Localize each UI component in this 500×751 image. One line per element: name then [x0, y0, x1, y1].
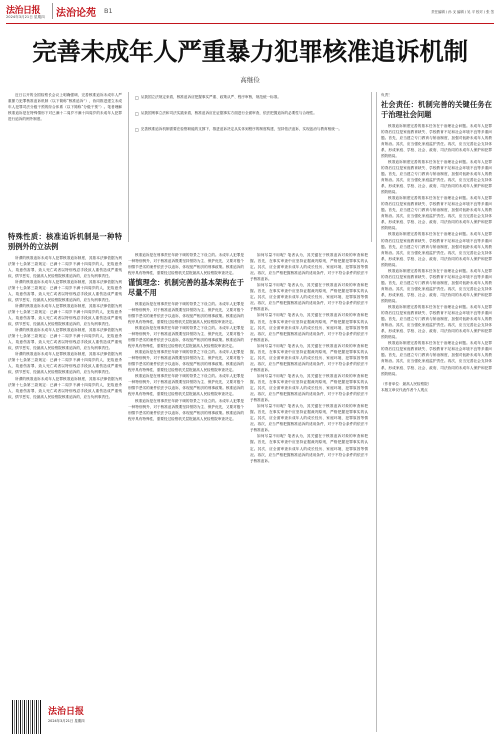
square-bullet-icon: □ [135, 95, 139, 100]
masthead-rule [6, 23, 494, 24]
column-3 [250, 252, 368, 742]
intro-box [8, 92, 122, 227]
section-name: 法治论苑 [56, 8, 96, 19]
column-2 [128, 252, 244, 692]
summary-item [135, 108, 365, 119]
barcode-icon [12, 700, 42, 734]
masthead [6, 3, 496, 23]
col4-body: 核准追诉制度完善的基本任务在于治理社会问题。未成年人犯罪的背后往往是家庭教育缺失、学校教育不足和社会环境不良等多重问题。首先，应当建立专门教育与矫治制度，加强对低龄未成年人的教育矫治。其次，应当强化家庭监护责任。再次，应当完善社会支持体系，形成家庭、学校、社会、政府、司法协同的未成年人保护和犯罪预防格局。 [381, 123, 492, 158]
col3-body: 如何尽量不用呢？笔者认为，其关键在于核准追诉对象的审查和把握。首先，在事实审查中应坚持证据裁判原则，严格把握犯罪事实的认定。其次，应全面审查未成年人的成长经历、家庭环境、犯罪原因等情况。再次，应当严格把握核准追诉的适用条件，对于不符合条件的依法不予核准追诉。 [250, 253, 368, 282]
footer-logo-block [8, 696, 122, 746]
col2-body: 核准追诉是在刑事责任年龄下调的背景之下设立的。未成年人犯罪是一种特别例外，对于核准追诉既要坚持预防为主、保护优先，又要对极个别情节恶劣的案件依法予以追诉，体现宽严相济的刑事政策。核准追诉的程序具有特殊性，需要经过检察机关层报最高人民检察院审查决定。 [128, 253, 244, 276]
col4-body-cont: 核准追诉制度完善的基本任务在于治理社会问题。未成年人犯罪的背后往往是家庭教育缺失、学校教育不足和社会环境不良等多重问题。首先，应当建立专门教育与矫治制度，加强对低龄未成年人的教育矫治。其次，应当强化家庭监护责任。再次，应当完善社会支持体系，形成家庭、学校、社会、政府、司法协同的未成年人保护和犯罪预防格局。 [381, 268, 492, 303]
col1-body: 所谓的核准追诉未成年人犯罪核准追诉制度，其基本法律依据为刑法第十七条第三款规定：已满十二周岁不满十四周岁的人，犯故意杀人、故意伤害罪，致人死亡或者以特别残忍手段致人重伤造成严重残疾，情节恶劣，经最高人民检察院核准追诉的，应当负刑事责任。 [8, 255, 122, 278]
col2-body-cont: 核准追诉是在刑事责任年龄下调的背景之下设立的。未成年人犯罪是一种特别例外，对于核准追诉既要坚持预防为主、保护优先，又要对极个别情节恶劣的案件依法予以追诉，体现宽严相济的刑事政策。核准追诉的程序具有特殊性，需要经过检察机关层报最高人民检察院审查决定。 [128, 350, 244, 373]
col2-body-cont: 核准追诉是在刑事责任年龄下调的背景之下设立的。未成年人犯罪是一种特别例外，对于核准追诉既要坚持预防为主、保护优先，又要对极个别情节恶劣的案件依法予以追诉，体现宽严相济的刑事政策。核准追诉的程序具有特殊性，需要经过检察机关层报最高人民检察院审查决定。 [128, 398, 244, 421]
summary-item [135, 92, 365, 103]
col4-lead: 负责！ [381, 93, 392, 97]
col3-body-cont: 如何尽量不用呢？笔者认为，其关键在于核准追诉对象的审查和把握。首先，在事实审查中应坚持证据裁判原则，严格把握犯罪事实的认定。其次，应全面审查未成年人的成长经历、家庭环境、犯罪原因等情况。再次，应当严格把握核准追诉的适用条件，对于不符合条件的依法不予核准追诉。 [250, 404, 368, 433]
paper-logo: 法治日报 [6, 6, 41, 16]
page-number: B1 [104, 7, 113, 15]
square-bullet-icon: □ [135, 111, 139, 116]
col3-body-cont: 如何尽量不用呢？笔者认为，其关键在于核准追诉对象的审查和把握。首先，在事实审查中应坚持证据裁判原则，严格把握犯罪事实的认定。其次，应全面审查未成年人的成长经历、家庭环境、犯罪原因等情况。再次，应当严格把握核准追诉的适用条件，对于不符合条件的依法不予核准追诉。 [250, 434, 368, 463]
col1-body-cont: 所谓的核准追诉未成年人犯罪核准追诉制度，其基本法律依据为刑法第十七条第三款规定：已满十二周岁不满十四周岁的人，犯故意杀人、故意伤害罪，致人死亡或者以特别残忍手段致人重伤造成严重残疾，情节恶劣，经最高人民检察院核准追诉的，应当负刑事责任。 [8, 303, 122, 327]
col4-body-cont: 核准追诉制度完善的基本任务在于治理社会问题。未成年人犯罪的背后往往是家庭教育缺失、学校教育不足和社会环境不良等多重问题。首先，应当建立专门教育与矫治制度，加强对低龄未成年人的教育矫治。其次，应当强化家庭监护责任。再次，应当完善社会支持体系，形成家庭、学校、社会、政府、司法协同的未成年人保护和犯罪预防格局。 [381, 232, 492, 267]
square-bullet-icon: □ [135, 127, 139, 132]
author-note: （作者单位：最高人民检察院） [381, 381, 432, 386]
summary-text: 完善核准追诉机制需要在检察职能的支撑下，推进追诉决定从实体到程序的制度构建，坚持依法追诉，实现惩治与教育相统一。 [140, 127, 343, 131]
editor-info: 责任编辑 / 孙 戈 编辑 / 吴 平 校对 / 张 签 [431, 10, 494, 14]
footer-paper-logo: 法治日报 [48, 707, 85, 717]
col3-body-cont: 如何尽量不用呢？笔者认为，其关键在于核准追诉对象的审查和把握。首先，在事实审查中应坚持证据裁判原则，严格把握犯罪事实的认定。其次，应全面审查未成年人的成长经历、家庭环境、犯罪原因等情况。再次，应当严格把握核准追诉的适用条件，对于不符合条件的依法不予核准追诉。 [250, 283, 368, 312]
column-4 [376, 92, 492, 732]
disclaimer: 本版文章仅代表作者个人观点 [381, 387, 428, 392]
col2-body-cont: 核准追诉是在刑事责任年龄下调的背景之下设立的。未成年人犯罪是一种特别例外，对于核准追诉既要坚持预防为主、保护优先，又要对极个别情节恶劣的案件依法予以追诉，体现宽严相济的刑事政策。核准追诉的程序具有特殊性，需要经过检察机关层报最高人民检察院审查决定。 [128, 374, 244, 397]
section-heading-1: 特殊性质：核准追诉机制是一种特别例外的立法例 [8, 232, 122, 251]
footer-date: 2024年3月21日 星期四 [48, 719, 85, 723]
col3-body-cont: 如何尽量不用呢？笔者认为，其关键在于核准追诉对象的审查和把握。首先，在事实审查中应坚持证据裁判原则，严格把握犯罪事实的认定。其次，应全面审查未成年人的成长经历、家庭环境、犯罪原因等情况。再次，应当严格把握核准追诉的适用条件，对于不符合条件的依法不予核准追诉。 [250, 343, 368, 372]
col4-body-cont: 核准追诉制度完善的基本任务在于治理社会问题。未成年人犯罪的背后往往是家庭教育缺失、学校教育不足和社会环境不良等多重问题。首先，应当建立专门教育与矫治制度，加强对低龄未成年人的教育矫治。其次，应当强化家庭监护责任。再次，应当完善社会支持体系，形成家庭、学校、社会、政府、司法协同的未成年人保护和犯罪预防格局。 [381, 159, 492, 195]
col3-body-cont: 如何尽量不用呢？笔者认为，其关键在于核准追诉对象的审查和把握。首先，在事实审查中应坚持证据裁判原则，严格把握犯罪事实的认定。其次，应全面审查未成年人的成长经历、家庭环境、犯罪原因等情况。再次，应当严格把握核准追诉的适用条件，对于不符合条件的依法不予核准追诉。 [250, 313, 368, 342]
col4-body-cont: 核准追诉制度完善的基本任务在于治理社会问题。未成年人犯罪的背后往往是家庭教育缺失、学校教育不足和社会环境不良等多重问题。首先，应当建立专门教育与矫治制度，加强对低龄未成年人的教育矫治。其次，应当强化家庭监护责任。再次，应当完善社会支持体系，形成家庭、学校、社会、政府、司法协同的未成年人保护和犯罪预防格局。 [381, 196, 492, 231]
intro-text: 近日召开的全国检察长会议上明确强调，完善核准追诉未成年人严重暴力犯罪核准追诉机制（以下简称“核准追诉”），协同推进建立未成年人犯罪司法分级干预的综合体系（以下简称“分级干预”）。笔者理解核准追诉是在特殊情形下对已满十二周岁不满十四周岁的未成年人犯罪进行追诉的例外制度。 [8, 93, 122, 122]
col1-body-cont: 所谓的核准追诉未成年人犯罪核准追诉制度，其基本法律依据为刑法第十七条第三款规定：已满十二周岁不满十四周岁的人，犯故意杀人、故意伤害罪，致人死亡或者以特别残忍手段致人重伤造成严重残疾，情节恶劣，经最高人民检察院核准追诉的，应当负刑事责任。 [8, 352, 122, 375]
article-title: 完善未成年人严重暴力犯罪核准追诉机制 [32, 37, 468, 66]
section-heading-2: 谨慎理念：机制完善的基本架构在于尽量不用 [128, 278, 244, 297]
summary-text: 从我国立法规定来看，核准追诉应把握事实严重、政策从严、程序审核，规范统一标准。 [140, 95, 281, 99]
issue-date: 2024年3月21日 星期四 [6, 15, 45, 19]
col2-body-cont: 核准追诉是在刑事责任年龄下调的背景之下设立的。未成年人犯罪是一种特别例外，对于核准追诉既要坚持预防为主、保护优先，又要对极个别情节恶劣的案件依法予以追诉，体现宽严相济的刑事政策。核准追诉的程序具有特殊性，需要经过检察机关层报最高人民检察院审查决定。 [128, 301, 244, 324]
col4-body-cont: 核准追诉制度完善的基本任务在于治理社会问题。未成年人犯罪的背后往往是家庭教育缺失、学校教育不足和社会环境不良等多重问题。首先，应当建立专门教育与矫治制度，加强对低龄未成年人的教育矫治。其次，应当强化家庭监护责任。再次，应当完善社会支持体系，形成家庭、学校、社会、政府、司法协同的未成年人保护和犯罪预防格局。 [381, 341, 492, 376]
col2-body-cont: 核准追诉是在刑事责任年龄下调的背景之下设立的。未成年人犯罪是一种特别例外，对于核准追诉既要坚持预防为主、保护优先，又要对极个别情节恶劣的案件依法予以追诉，体现宽严相济的刑事政策。核准追诉的程序具有特殊性，需要经过检察机关层报最高人民检察院审查决定。 [128, 325, 244, 349]
col1-body-cont: 所谓的核准追诉未成年人犯罪核准追诉制度，其基本法律依据为刑法第十七条第三款规定：已满十二周岁不满十四周岁的人，犯故意杀人、故意伤害罪，致人死亡或者以特别残忍手段致人重伤造成严重残疾，情节恶劣，经最高人民检察院核准追诉的，应当负刑事责任。 [8, 279, 122, 302]
col4-body-cont: 核准追诉制度完善的基本任务在于治理社会问题。未成年人犯罪的背后往往是家庭教育缺失、学校教育不足和社会环境不良等多重问题。首先，应当建立专门教育与矫治制度，加强对低龄未成年人的教育矫治。其次，应当强化家庭监护责任。再次，应当完善社会支持体系，形成家庭、学校、社会、政府、司法协同的未成年人保护和犯罪预防格局。 [381, 305, 492, 340]
col3-body-cont: 如何尽量不用呢？笔者认为，其关键在于核准追诉对象的审查和把握。首先，在事实审查中应坚持证据裁判原则，严格把握犯罪事实的认定。其次，应全面审查未成年人的成长经历、家庭环境、犯罪原因等情况。再次，应当严格把握核准追诉的适用条件，对于不符合条件的依法不予核准追诉。 [250, 373, 368, 403]
col1-body-cont: 所谓的核准追诉未成年人犯罪核准追诉制度，其基本法律依据为刑法第十七条第三款规定：已满十二周岁不满十四周岁的人，犯故意杀人、故意伤害罪，致人死亡或者以特别残忍手段致人重伤造成严重残疾，情节恶劣，经最高人民检察院核准追诉的，应当负刑事责任。 [8, 328, 122, 351]
summary-text: 从我国刑事立法和司法实践来看，核准追诉应在证据事实方面进行全面审查，依法把握追诉的必要性与合理性。 [140, 111, 317, 115]
section-heading-3: 社会责任：机制完善的关键任务在于治理社会问题 [381, 100, 492, 119]
masthead-divider [52, 3, 53, 19]
author: 高继俭 [240, 76, 260, 84]
summary-item [135, 124, 365, 135]
column-1 [8, 230, 122, 690]
summary-box [128, 92, 372, 242]
col1-body-cont: 所谓的核准追诉未成年人犯罪核准追诉制度，其基本法律依据为刑法第十七条第三款规定：已满十二周岁不满十四周岁的人，犯故意杀人、故意伤害罪，致人死亡或者以特别残忍手段致人重伤造成严重残疾，情节恶劣，经最高人民检察院核准追诉的，应当负刑事责任。 [8, 376, 122, 399]
